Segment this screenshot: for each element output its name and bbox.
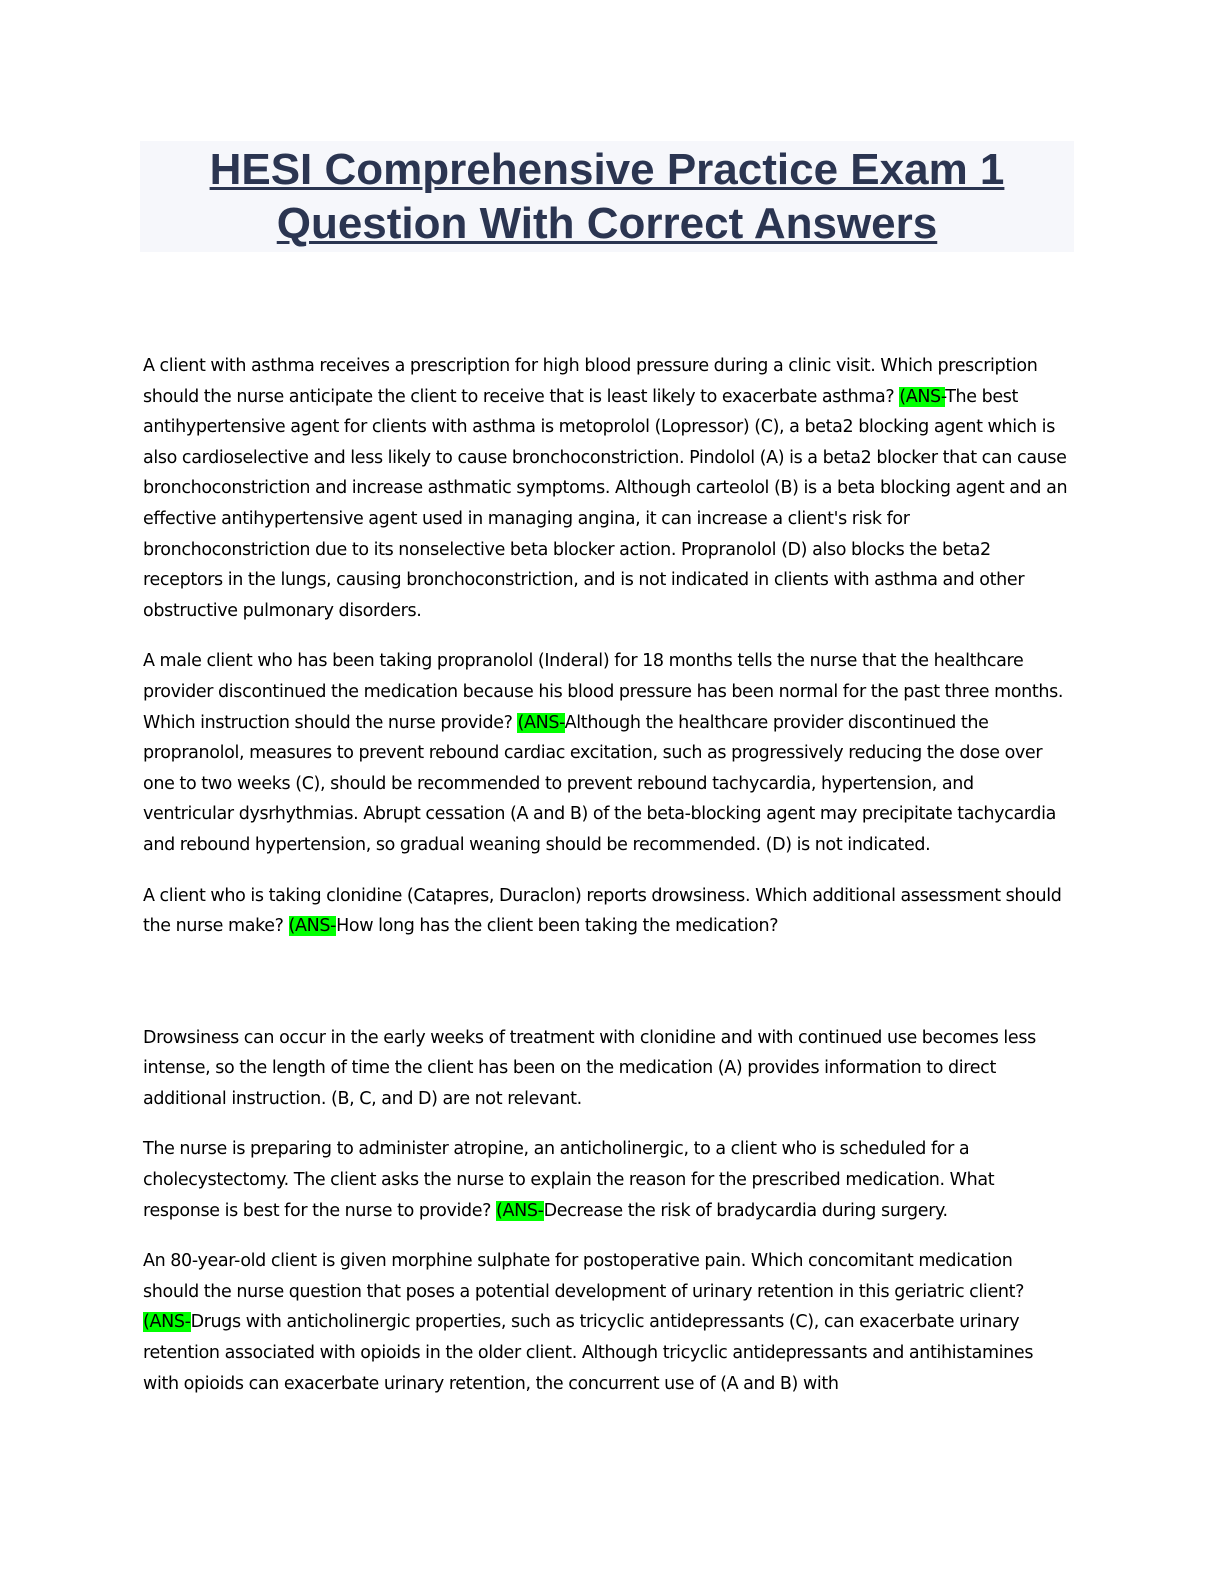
- answer-marker: (ANS-: [899, 386, 946, 407]
- answer-text: Although the healthcare provider discontinued the propranolol, measures to prevent rebound cardiac excitation, such as progressively reducing the dose over one to two weeks (C), should be recommended to prevent rebound tachycardia, hypertension, and ventricular dysrhythmias. Abrupt cessation (A and B) of the beta-blocking agent may precipitate tachycardia and rebound hypertension, so gradual weaning should be recommended. (D) is not indicated.: [143, 712, 1057, 855]
- document-body: [143, 351, 1068, 1419]
- document-title-block: [140, 141, 1074, 252]
- qa-item-5: [143, 1246, 1068, 1399]
- answer-text: Drugs with anticholinergic properties, such as tricyclic antidepressants (C), can exacerbate urinary retention associated with opioids in the older client. Although tricyclic antidepressants and antihistamines with opioids can exacerbate urinary retention, the concurrent use of (A and B) with: [143, 1312, 1034, 1394]
- answer-marker: (ANS-: [288, 916, 337, 937]
- qa-item-4: [143, 1134, 1068, 1226]
- answer-marker: (ANS-: [496, 1200, 544, 1221]
- answer-text: The best antihypertensive agent for clients with asthma is metoprolol (Lopressor) (C), a beta2 blocking agent which is also cardioselective and less likely to cause bronchoconstriction. Pindolol (A) is a beta2 blocker that can cause bronchoconstriction and increase asthmatic symptoms. Although carteolol (B) is a beta blocking agent and an effective antihypertensive agent used in managing angina, it can increase a client's risk for bronchoconstriction due to its nonselective beta blocker action. Propranolol (D) also blocks the beta2 receptors in the lungs, causing bronchoconstriction, and is not indicated in clients with asthma and other obstructive pulmonary disorders.: [143, 386, 1068, 621]
- question-text: A client with asthma receives a prescription for high blood pressure during a clinic visit. Which prescription should the nurse anticipate the client to receive that is least likely to exacerbate asthma?: [143, 356, 1038, 407]
- answer-text: Decrease the risk of bradycardia during surgery.: [543, 1200, 948, 1221]
- qa-item-2: [143, 646, 1068, 860]
- question-text: An 80-year-old client is given morphine sulphate for postoperative pain. Which concomitant medication should the nurse question that poses a potential development of urinary retention in this geriatric client?: [143, 1251, 1025, 1302]
- question-text: A client who is taking clonidine (Catapres, Duraclon) reports drowsiness. Which additional assessment should the nurse make?: [143, 885, 1062, 937]
- answer-text: How long has the client been taking the medication?: [336, 916, 779, 937]
- document-title-line-1: HESI Comprehensive Practice Exam 1: [209, 144, 1005, 194]
- question-text: The nurse is preparing to administer atropine, an anticholinergic, to a client who is scheduled for a cholecystectomy. The client asks the nurse to explain the reason for the prescribed medication. What response is best for the nurse to provide?: [143, 1139, 995, 1221]
- qa-item-1: [143, 351, 1068, 626]
- document-title-line-2: Question With Correct Answers: [276, 198, 938, 248]
- qa-item-3: [143, 881, 1068, 942]
- answer-marker: (ANS-: [143, 1312, 191, 1333]
- question-text: A male client who has been taking propranolol (Inderal) for 18 months tells the nurse that the healthcare provider discontinued the medication because his blood pressure has been normal for the past three months. Which instruction should the nurse provide?: [143, 651, 1064, 733]
- answer-marker: (ANS-: [517, 712, 565, 733]
- answer-explanation: Drowsiness can occur in the early weeks of treatment with clonidine and with continued use becomes less intense, so the length of time the client has been on the medication (A) provides information to direct additional instruction. (B, C, and D) are not relevant.: [143, 1027, 1036, 1109]
